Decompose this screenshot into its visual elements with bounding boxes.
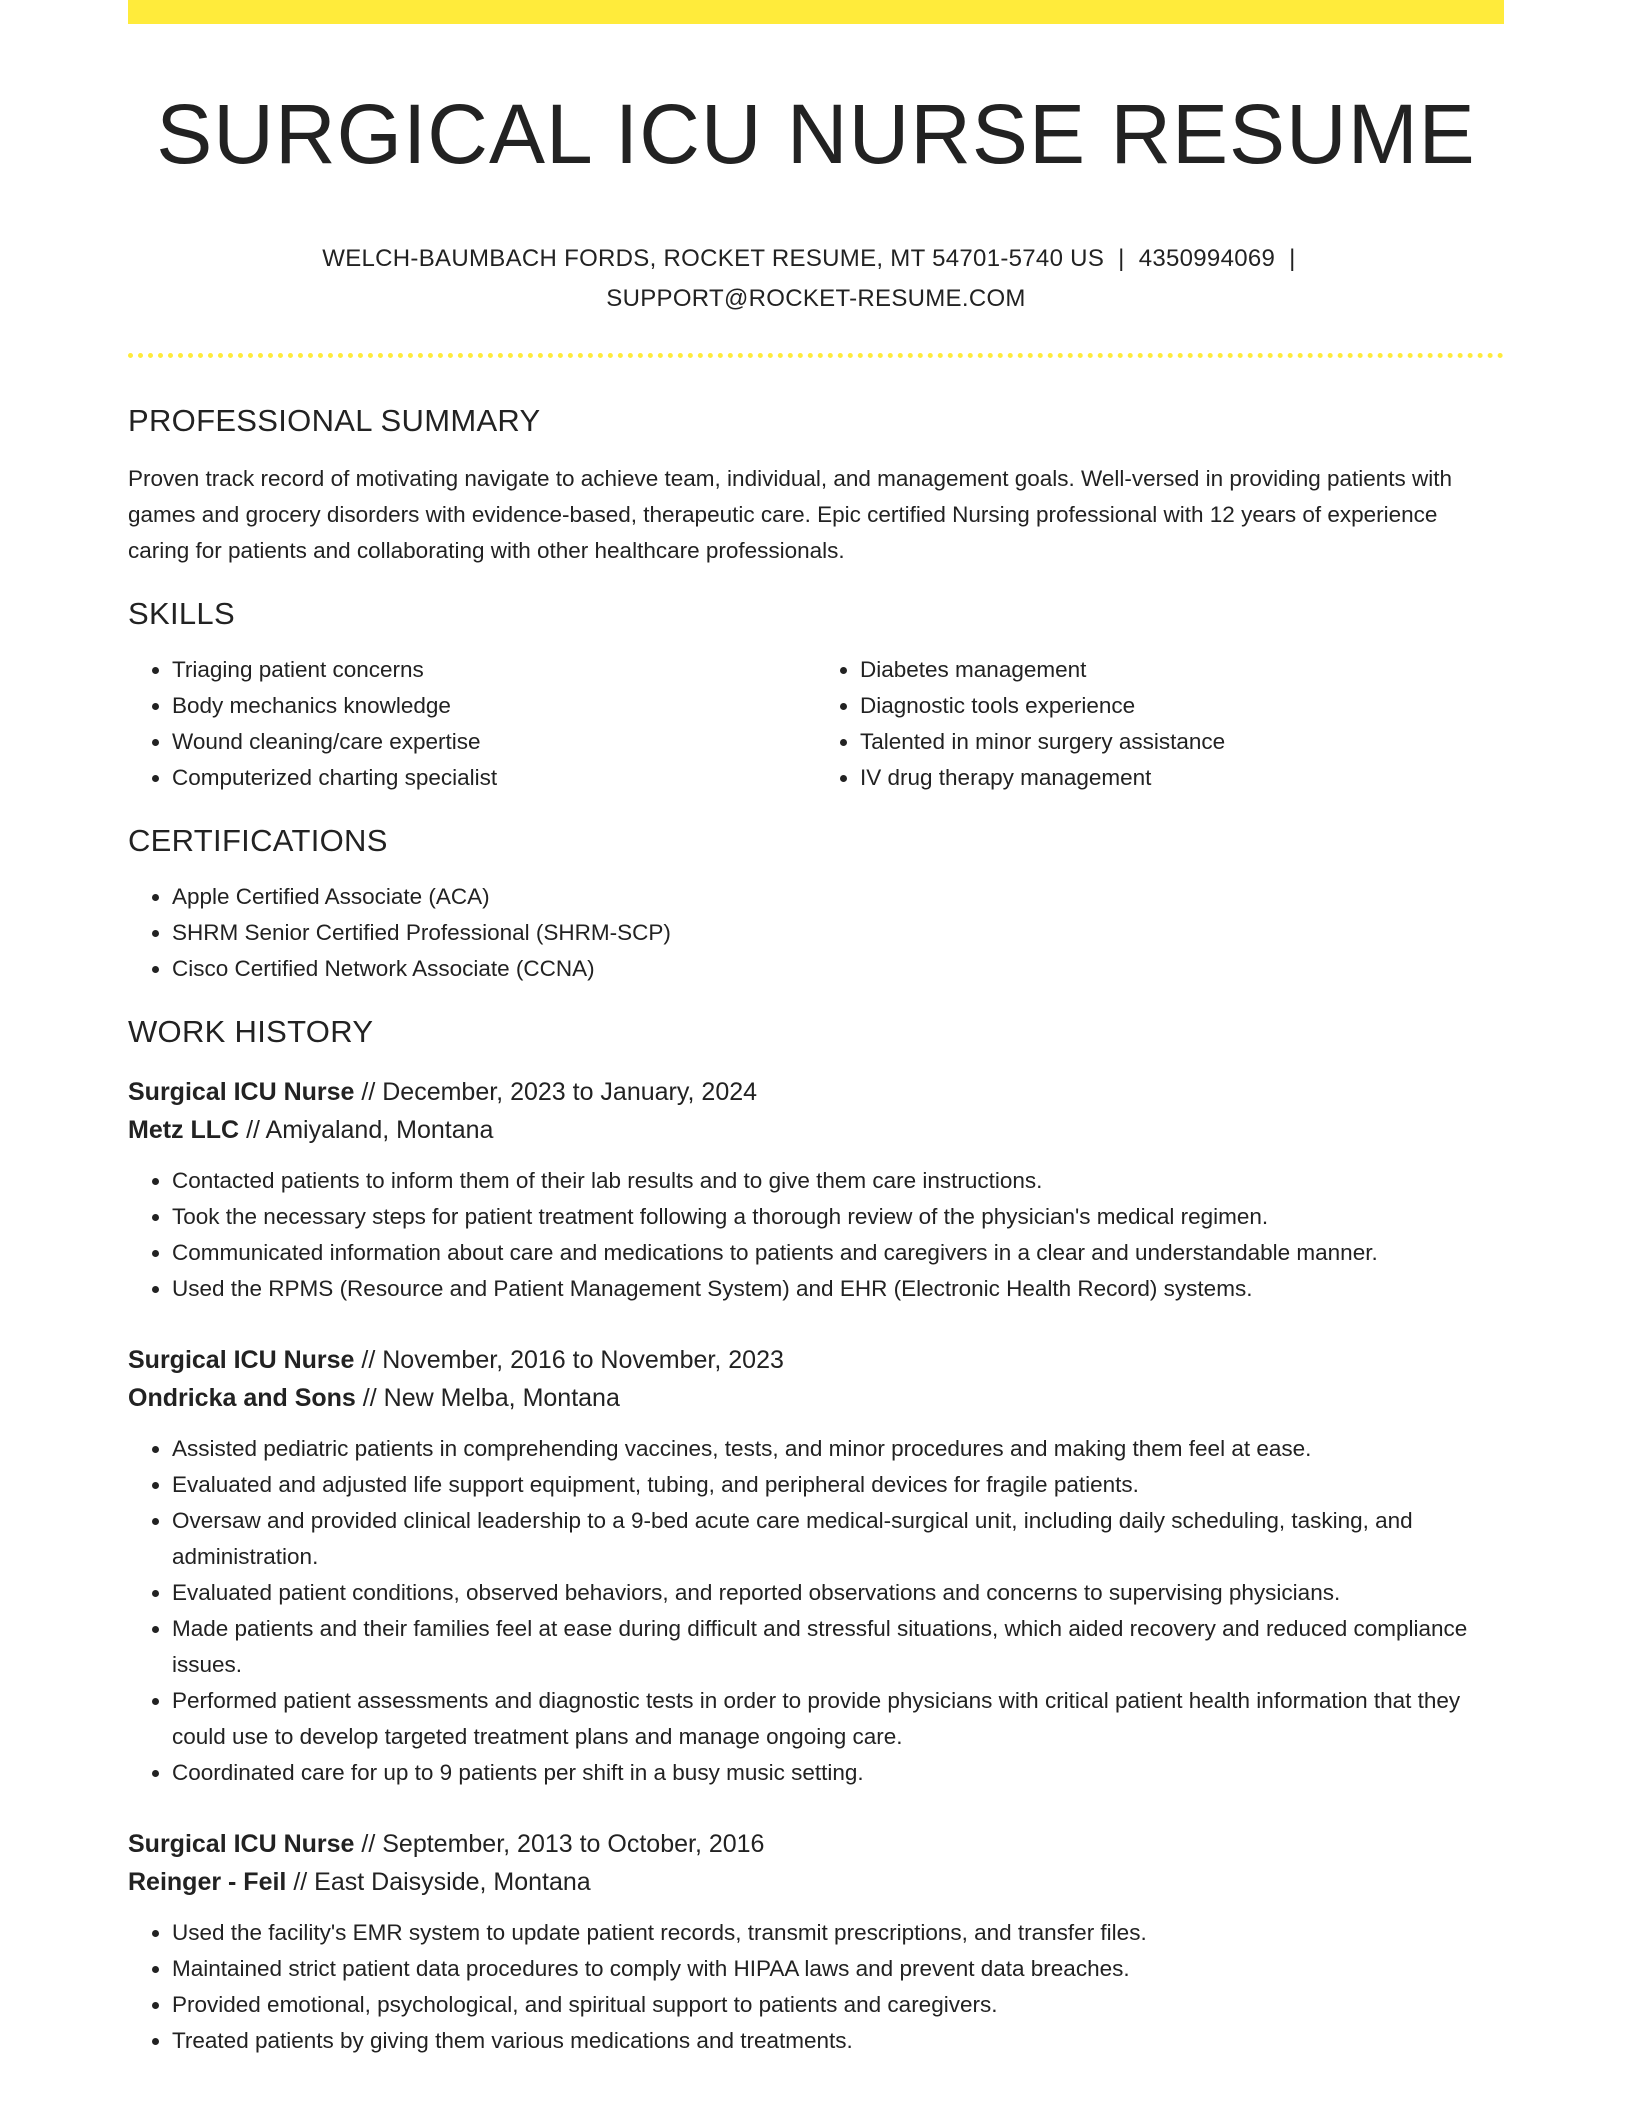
skill-item: • IV drug therapy management bbox=[860, 760, 1504, 796]
job-location: // New Melba, Montana bbox=[362, 1383, 620, 1412]
resume-title: SURGICAL ICU NURSE RESUME bbox=[156, 87, 1476, 181]
job-bullets bbox=[128, 1163, 1504, 1307]
job-location: // East Daisyside, Montana bbox=[293, 1867, 591, 1896]
job-bullet: • Evaluated patient conditions, observed behaviors, and reported observations and concerns to supervising physicians. bbox=[172, 1575, 1504, 1611]
skills-section bbox=[128, 595, 1504, 796]
summary-section bbox=[128, 402, 1504, 569]
resume-page bbox=[128, 0, 1504, 2059]
job-title: Surgical ICU Nurse bbox=[128, 1077, 355, 1106]
skill-item: • Body mechanics knowledge bbox=[172, 688, 816, 724]
summary-text: Proven track record of motivating navigate to achieve team, individual, and management goals. Well-versed in providing patients with games and grocery disorders with evidence-based, therapeutic care. Epic certified Nursing professional with 12 years of experience caring for patients and collaborating with other healthcare professionals. bbox=[128, 465, 1453, 563]
job-title-line bbox=[128, 1073, 1504, 1111]
skill-item: • Computerized charting specialist bbox=[172, 760, 816, 796]
job-company: Reinger - Feil bbox=[128, 1867, 287, 1896]
skills-list-right bbox=[816, 652, 1504, 796]
job-bullet: • Used the facility's EMR system to update patient records, transmit prescriptions, and transfer files. bbox=[172, 1915, 1504, 1951]
job-bullet: • Communicated information about care and medications to patients and caregivers in a clear and understandable manner. bbox=[172, 1235, 1504, 1271]
skills-grid bbox=[128, 652, 1504, 796]
job-company: Metz LLC bbox=[128, 1115, 240, 1144]
top-accent-bar bbox=[128, 0, 1504, 24]
job-bullet: • Performed patient assessments and diagnostic tests in order to provide physicians with critical patient health information that they could use to develop targeted treatment plans and manage ongoing care. bbox=[172, 1683, 1504, 1755]
skill-item: • Talented in minor surgery assistance bbox=[860, 724, 1504, 760]
certifications-section bbox=[128, 822, 1504, 987]
job-bullet: • Took the necessary steps for patient treatment following a thorough review of the physician's medical regimen. bbox=[172, 1199, 1504, 1235]
certification-item: • Apple Certified Associate (ACA) bbox=[172, 879, 1504, 915]
skill-item: • Wound cleaning/care expertise bbox=[172, 724, 816, 760]
job-title: Surgical ICU Nurse bbox=[128, 1829, 355, 1858]
job-entry bbox=[128, 1073, 1504, 1307]
job-bullet: • Used the RPMS (Resource and Patient Management System) and EHR (Electronic Health Record) systems. bbox=[172, 1271, 1504, 1307]
job-bullets bbox=[128, 1431, 1504, 1791]
job-title-line bbox=[128, 1341, 1504, 1379]
contact-info bbox=[128, 239, 1504, 319]
job-company-line bbox=[128, 1379, 1504, 1417]
job-bullet: • Evaluated and adjusted life support equipment, tubing, and peripheral devices for fragile patients. bbox=[172, 1467, 1504, 1503]
work-history-section bbox=[128, 1013, 1504, 2058]
summary-heading: PROFESSIONAL SUMMARY bbox=[128, 402, 541, 438]
certifications-heading: CERTIFICATIONS bbox=[128, 823, 388, 859]
job-company: Ondricka and Sons bbox=[128, 1383, 356, 1412]
header-divider bbox=[128, 353, 1504, 358]
job-bullet: • Oversaw and provided clinical leadership to a 9-bed acute care medical-surgical unit, including daily scheduling, tasking, and administration. bbox=[172, 1503, 1504, 1575]
skills-list-left bbox=[128, 652, 816, 796]
job-company-line bbox=[128, 1111, 1504, 1149]
work-history-heading: WORK HISTORY bbox=[128, 1014, 374, 1050]
job-bullets bbox=[128, 1915, 1504, 2059]
skills-heading: SKILLS bbox=[128, 595, 235, 631]
job-bullet: • Provided emotional, psychological, and spiritual support to patients and caregivers. bbox=[172, 1987, 1504, 2023]
job-bullet: • Assisted pediatric patients in comprehending vaccines, tests, and minor procedures and making them feel at ease. bbox=[172, 1431, 1504, 1467]
contact-phone: 4350994069 bbox=[1138, 244, 1276, 272]
job-dates: // December, 2023 to January, 2024 bbox=[361, 1077, 758, 1106]
skill-item: • Diabetes management bbox=[860, 652, 1504, 688]
contact-email[interactable]: SUPPORT@ROCKET-RESUME.COM bbox=[606, 284, 1026, 312]
job-bullet: • Contacted patients to inform them of their lab results and to give them care instructions. bbox=[172, 1163, 1504, 1199]
job-bullet: • Made patients and their families feel at ease during difficult and stressful situations, which aided recovery and reduced compliance issues. bbox=[172, 1611, 1504, 1683]
contact-separator: | bbox=[1118, 244, 1125, 272]
job-bullet: • Coordinated care for up to 9 patients per shift in a busy music setting. bbox=[172, 1755, 1504, 1791]
job-company-line bbox=[128, 1863, 1504, 1901]
skill-item: • Triaging patient concerns bbox=[172, 652, 816, 688]
job-dates: // September, 2013 to October, 2016 bbox=[361, 1829, 765, 1858]
job-entry bbox=[128, 1825, 1504, 2059]
skill-item: • Diagnostic tools experience bbox=[860, 688, 1504, 724]
job-title-line bbox=[128, 1825, 1504, 1863]
job-entry bbox=[128, 1341, 1504, 1791]
job-title: Surgical ICU Nurse bbox=[128, 1345, 355, 1374]
contact-separator: | bbox=[1289, 244, 1296, 272]
job-location: // Amiyaland, Montana bbox=[246, 1115, 494, 1144]
job-bullet: • Treated patients by giving them various medications and treatments. bbox=[172, 2023, 1504, 2059]
certification-item: • SHRM Senior Certified Professional (SHRM-SCP) bbox=[172, 915, 1504, 951]
certification-item: • Cisco Certified Network Associate (CCNA) bbox=[172, 951, 1504, 987]
certifications-list bbox=[128, 879, 1504, 987]
contact-line-1 bbox=[128, 239, 1504, 279]
job-bullet: • Maintained strict patient data procedures to comply with HIPAA laws and prevent data breaches. bbox=[172, 1951, 1504, 1987]
contact-address: WELCH-BAUMBACH FORDS, ROCKET RESUME, MT 54701-5740 US bbox=[322, 244, 1105, 272]
contact-line-2 bbox=[128, 279, 1504, 319]
job-dates: // November, 2016 to November, 2023 bbox=[361, 1345, 784, 1374]
